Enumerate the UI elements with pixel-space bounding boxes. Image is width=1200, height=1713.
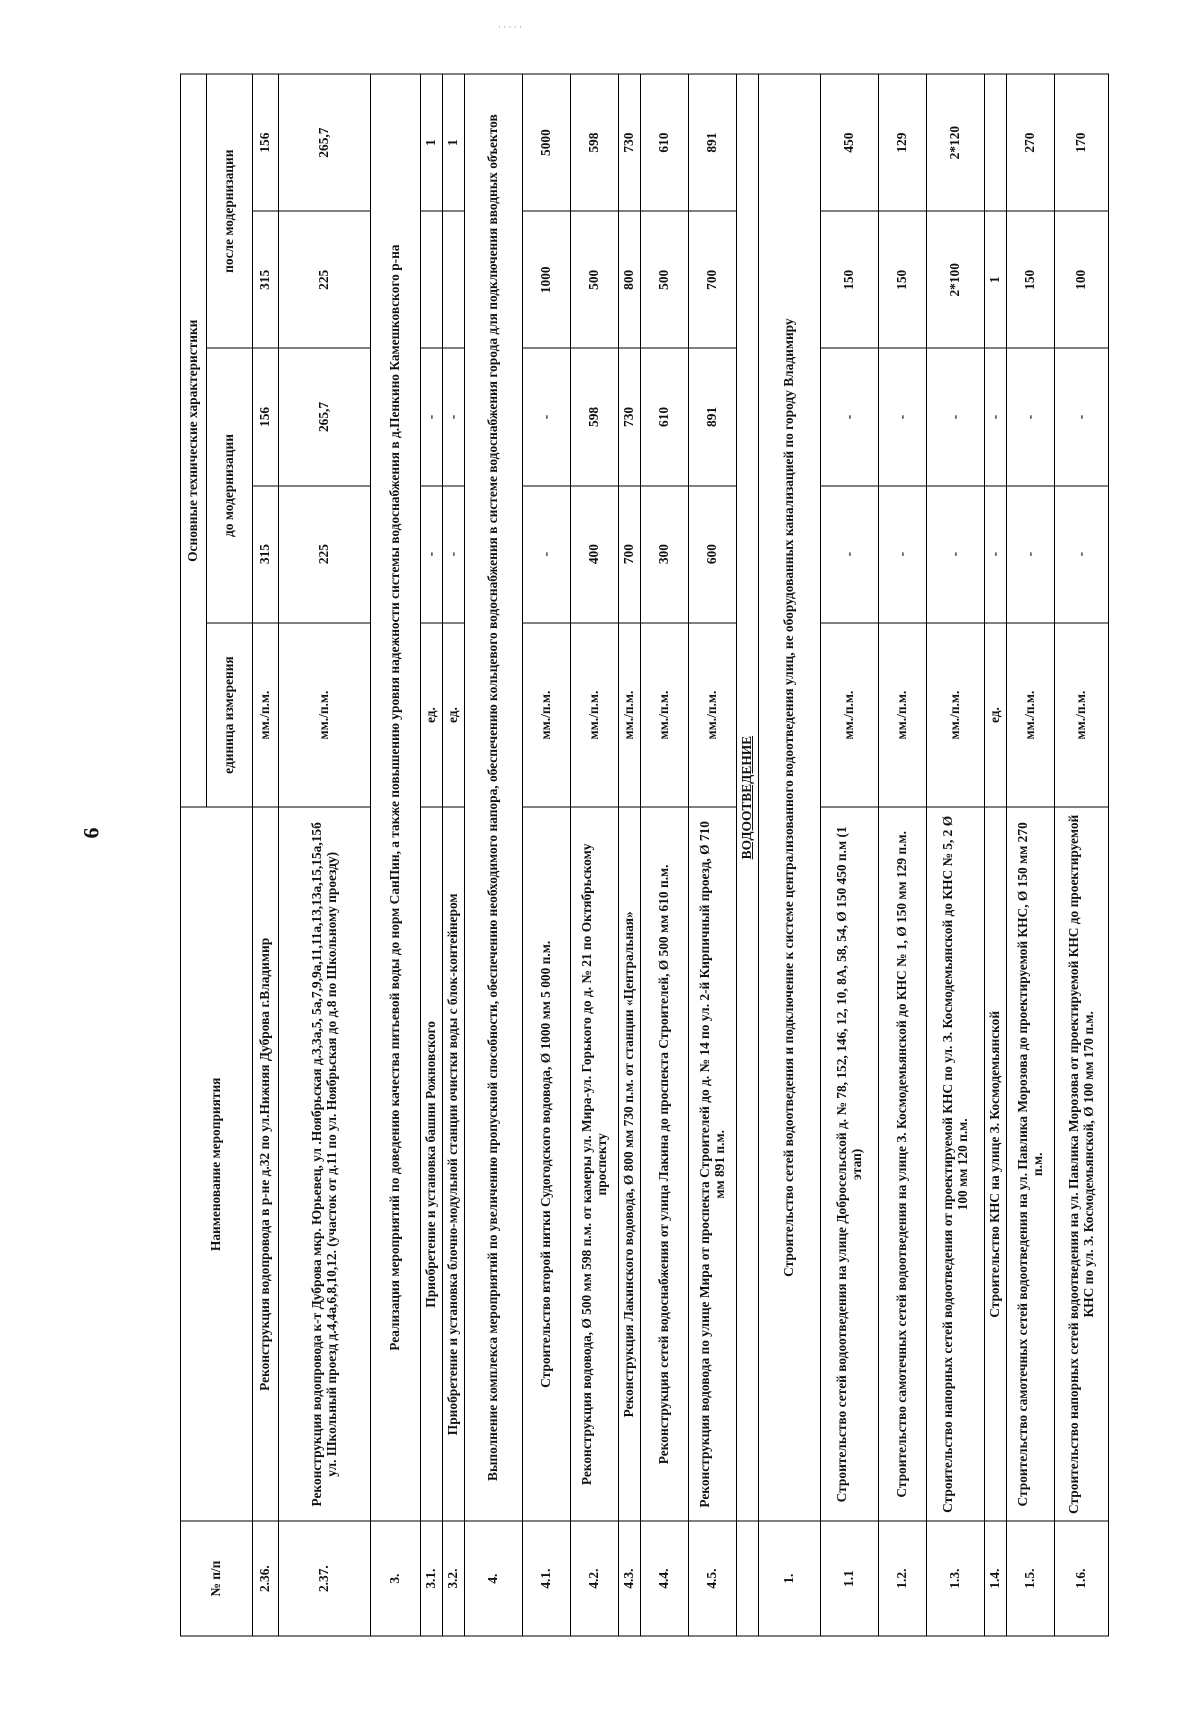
after-length: 598 xyxy=(571,74,619,211)
before-length: 730 xyxy=(619,348,641,485)
table-row xyxy=(465,74,523,1636)
after-diameter: 2*100 xyxy=(927,211,985,348)
table-row xyxy=(619,74,641,1636)
row-number: 4.4. xyxy=(641,1521,689,1636)
after-length: 2*120 xyxy=(927,74,985,211)
row-number: 1.1 xyxy=(821,1521,879,1636)
after-diameter: 150 xyxy=(879,211,927,348)
header-characteristics: Основные технические характеристики xyxy=(181,74,207,807)
after-length: 730 xyxy=(619,74,641,211)
after-length: 450 xyxy=(821,74,879,211)
measure-name: Реконструкция Лакинского водовода, Ø 800 мм 730 п.м. от станции «Центральная» xyxy=(619,807,641,1521)
section-title: ВОДООТВЕДЕНИЕ xyxy=(737,74,759,1521)
row-number: 2.37. xyxy=(279,1521,371,1636)
table-row xyxy=(759,74,821,1636)
measure-name: Реконструкция водовода, Ø 500 мм 598 п.м. от камеры ул. Мира-ул. Горького до д. № 21 по Октябрьскому проспекту xyxy=(571,807,619,1521)
unit-cell: мм./п.м. xyxy=(571,623,619,808)
table-row xyxy=(1007,74,1055,1636)
measures-table xyxy=(180,74,1109,1637)
after-length: 1 xyxy=(421,74,443,211)
before-diameter: 300 xyxy=(641,486,689,623)
table-row xyxy=(689,74,737,1636)
after-diameter: 700 xyxy=(689,211,737,348)
before-length: - xyxy=(443,348,465,485)
measure-name: Строительство самотечных сетей водоотведения на улице З. Космодемьянской до КНС № 1, Ø 150 мм 129 п.м. xyxy=(879,807,927,1521)
table-row xyxy=(1055,74,1109,1636)
before-diameter: - xyxy=(821,486,879,623)
after-diameter: 1000 xyxy=(523,211,571,348)
after-length xyxy=(985,74,1007,211)
unit-cell: мм./п.м. xyxy=(619,623,641,808)
unit-cell: мм./п.м. xyxy=(1055,623,1109,808)
table-row xyxy=(443,74,465,1636)
table-row xyxy=(927,74,985,1636)
row-number: 1. xyxy=(759,1521,821,1636)
after-diameter: 100 xyxy=(1055,211,1109,348)
measure-group-name: Строительство сетей водоотведения и подключение к системе централизованного водоотведения улиц, не оборудованных канализацией по городу Владимиру xyxy=(759,74,821,1521)
scan-noise: · · · · · xyxy=(498,22,522,32)
measure-name: Приобретение и установка блочно-модульной станции очистки воды с блок-контейнером xyxy=(443,807,465,1521)
after-diameter: 150 xyxy=(821,211,879,348)
before-length: - xyxy=(985,348,1007,485)
measure-name: Строительство напорных сетей водоотведения от проектируемой КНС по ул. З. Космодемьянской до КНС № 5, 2 Ø 100 мм 120 п.м. xyxy=(927,807,985,1521)
table-row xyxy=(985,74,1007,1636)
measure-name: Строительство второй нитки Судогодского водовода, Ø 1000 мм 5 000 п.м. xyxy=(523,807,571,1521)
header-name: Наименование мероприятия xyxy=(181,807,253,1521)
before-length: - xyxy=(523,348,571,485)
table-row xyxy=(879,74,927,1636)
row-number: 4.1. xyxy=(523,1521,571,1636)
row-number: 3. xyxy=(371,1521,421,1636)
unit-cell: мм./п.м. xyxy=(253,623,279,808)
measure-name: Реконструкция водовода по улице Мира от проспекта Строителей до д. № 14 по ул. 2-й Кирпичный проезд, Ø 710 мм 891 п.м. xyxy=(689,807,737,1521)
after-length: 5000 xyxy=(523,74,571,211)
before-length: - xyxy=(821,348,879,485)
unit-cell: мм./п.м. xyxy=(279,623,371,808)
measure-name: Строительство КНС на улице З. Космодемьянской xyxy=(985,807,1007,1521)
before-length: 265,7 xyxy=(279,348,371,485)
unit-cell: ед. xyxy=(985,623,1007,808)
after-diameter: 150 xyxy=(1007,211,1055,348)
before-length: - xyxy=(879,348,927,485)
before-diameter: - xyxy=(421,486,443,623)
after-length: 129 xyxy=(879,74,927,211)
row-number: 3.1. xyxy=(421,1521,443,1636)
before-length: - xyxy=(1007,348,1055,485)
before-length: - xyxy=(1055,348,1109,485)
before-length: - xyxy=(927,348,985,485)
before-diameter: - xyxy=(1055,486,1109,623)
table-row xyxy=(371,74,421,1636)
before-diameter: 225 xyxy=(279,486,371,623)
document-table-rotated xyxy=(180,74,1096,1637)
after-diameter: 225 xyxy=(279,211,371,348)
before-diameter: - xyxy=(985,486,1007,623)
measure-name: Реконструкция сетей водоснабжения от улица Лакина до проспекта Строителей, Ø 500 мм 610 п.м. xyxy=(641,807,689,1521)
unit-cell: мм./п.м. xyxy=(927,623,985,808)
measure-name: Строительство сетей водоотведения на улице Добросельской д. № 78, 152, 146, 12, 10, 8А, 58, 54, Ø 150 450 п.м (1 этап) xyxy=(821,807,879,1521)
after-diameter xyxy=(443,211,465,348)
unit-cell: мм./п.м. xyxy=(689,623,737,808)
after-diameter: 800 xyxy=(619,211,641,348)
after-diameter: 1 xyxy=(985,211,1007,348)
after-length: 170 xyxy=(1055,74,1109,211)
unit-cell: ед. xyxy=(443,623,465,808)
before-diameter: 600 xyxy=(689,486,737,623)
row-number: 2.36. xyxy=(253,1521,279,1636)
before-diameter: - xyxy=(443,486,465,623)
after-diameter: 500 xyxy=(641,211,689,348)
table-row xyxy=(571,74,619,1636)
table-row xyxy=(641,74,689,1636)
row-number: 1.5. xyxy=(1007,1521,1055,1636)
header-unit: единица измерения xyxy=(207,623,253,808)
unit-cell: мм./п.м. xyxy=(1007,623,1055,808)
page-number: 6 xyxy=(78,827,104,839)
table-row xyxy=(821,74,879,1636)
table-row xyxy=(421,74,443,1636)
row-number: 4.3. xyxy=(619,1521,641,1636)
unit-cell: мм./п.м. xyxy=(879,623,927,808)
table-row xyxy=(279,74,371,1636)
row-number: 4.5. xyxy=(689,1521,737,1636)
header-before: до модернизации xyxy=(207,348,253,622)
before-diameter: 315 xyxy=(253,486,279,623)
measure-name: Реконструкция водопровода к-т Дуброва мкр. Юрьевец, ул .Ноябрьская д.3,3а,5, 5а,7,9,9а,11,11а,13,13а,15,15а,15б ул. Школьный проезд д.4,4а,6,8,10,12. (участок от д.11 по ул. Ноябрьская до д.8 по Школьному проезду) xyxy=(279,807,371,1521)
row-number: 1.3. xyxy=(927,1521,985,1636)
measure-name: Строительство самотечных сетей водоотведения на ул. Павлика Морозова до проектируемой КНС, Ø 150 мм 270 п.м. xyxy=(1007,807,1055,1521)
row-number: 1.2. xyxy=(879,1521,927,1636)
measure-group-name: Реализация мероприятий по доведению качества питьевой воды до норм СанПин, а также повышению уровня надежности системы водоснабжения в д.Пенкино Камешковского р-на xyxy=(371,74,421,1521)
table-row xyxy=(253,74,279,1636)
row-number: 1.4. xyxy=(985,1521,1007,1636)
after-length: 265,7 xyxy=(279,74,371,211)
after-length: 270 xyxy=(1007,74,1055,211)
header-no: № п/п xyxy=(181,1521,253,1636)
header-after: после модернизации xyxy=(207,74,253,348)
after-length: 891 xyxy=(689,74,737,211)
row-number: 4. xyxy=(465,1521,523,1636)
row-number: 1.6. xyxy=(1055,1521,1109,1636)
after-length: 156 xyxy=(253,74,279,211)
table-row xyxy=(737,74,759,1636)
before-length: - xyxy=(421,348,443,485)
before-diameter: - xyxy=(1007,486,1055,623)
measure-name: Реконструкция водопровода в р-не д.32 по ул.Нижняя Дуброва г.Владимир xyxy=(253,807,279,1521)
measure-group-name: Выполнение комплекса мероприятий по увеличению пропускной способности, обеспечению необходимого напора, обеспечению кольцевого водоснабжения в системе водоснабжения города для подключения вводных объектов xyxy=(465,74,523,1521)
before-length: 891 xyxy=(689,348,737,485)
unit-cell: мм./п.м. xyxy=(641,623,689,808)
measure-name: Строительство напорных сетей водоотведения на ул. Павлика Морозова от проектируемой КНС до проектируемой КНС по ул. З. Космодемьянской, Ø 100 мм 170 п.м. xyxy=(1055,807,1109,1521)
row-number xyxy=(737,1521,759,1636)
table-row xyxy=(523,74,571,1636)
before-diameter: - xyxy=(879,486,927,623)
table-body xyxy=(253,74,1109,1636)
row-number: 3.2. xyxy=(443,1521,465,1636)
unit-cell: мм./п.м. xyxy=(523,623,571,808)
after-length: 1 xyxy=(443,74,465,211)
after-diameter: 500 xyxy=(571,211,619,348)
after-diameter: 315 xyxy=(253,211,279,348)
row-number: 4.2. xyxy=(571,1521,619,1636)
measure-name: Приобретение и установка башни Рожновского xyxy=(421,807,443,1521)
before-diameter: 400 xyxy=(571,486,619,623)
after-length: 610 xyxy=(641,74,689,211)
before-length: 598 xyxy=(571,348,619,485)
unit-cell: мм./п.м. xyxy=(821,623,879,808)
unit-cell: ед. xyxy=(421,623,443,808)
before-diameter: - xyxy=(927,486,985,623)
before-length: 610 xyxy=(641,348,689,485)
after-diameter xyxy=(421,211,443,348)
before-diameter: 700 xyxy=(619,486,641,623)
before-length: 156 xyxy=(253,348,279,485)
before-diameter: - xyxy=(523,486,571,623)
